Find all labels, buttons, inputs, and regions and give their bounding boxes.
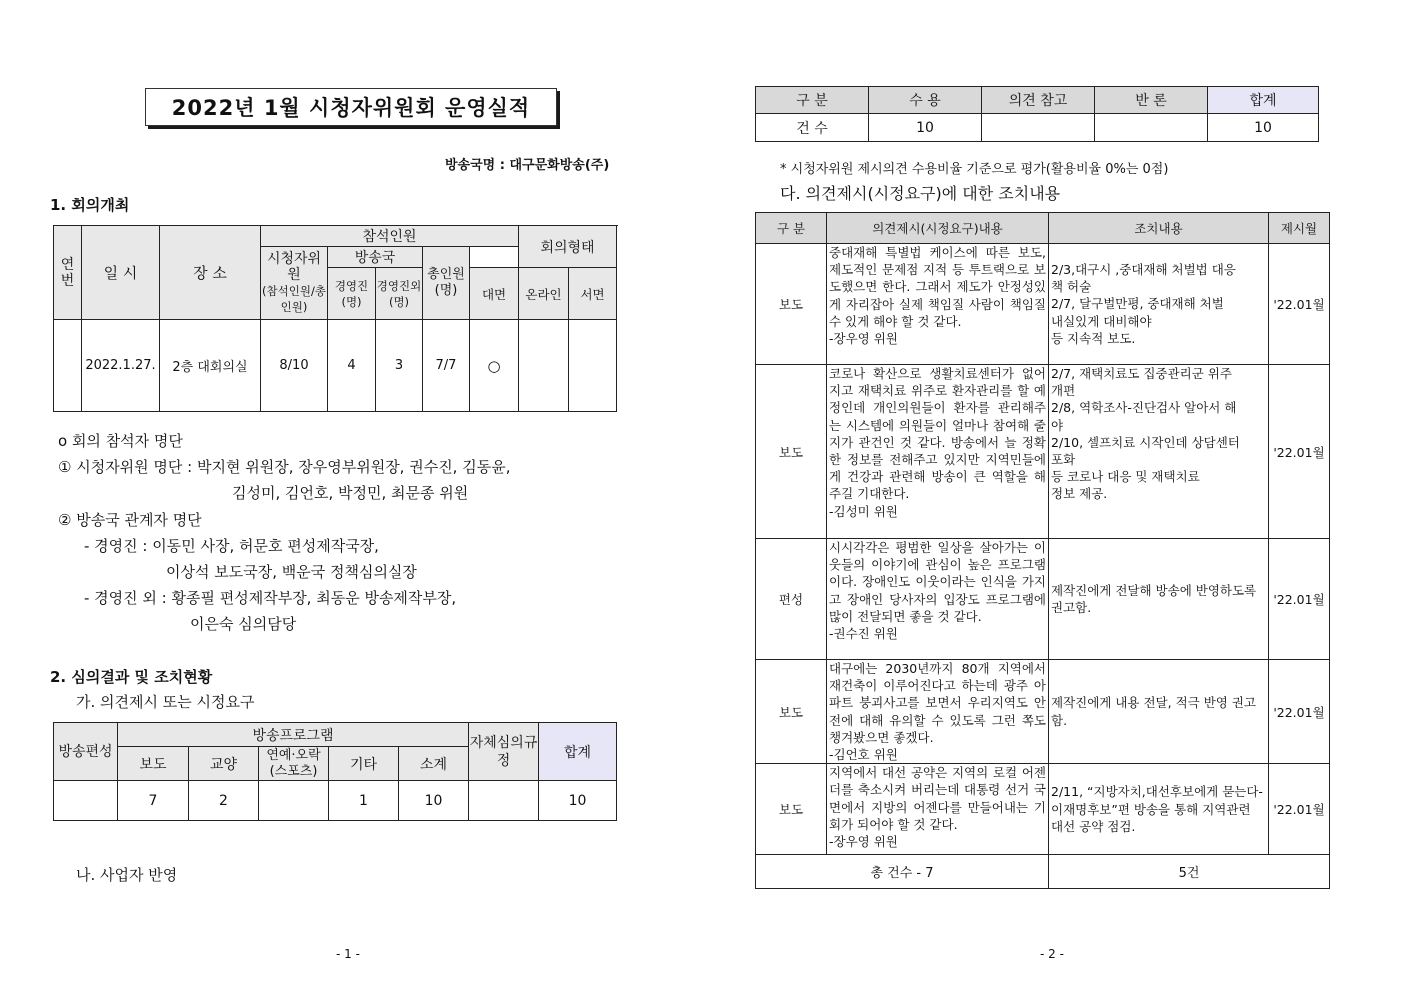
- refute-header: 반 론: [1095, 87, 1208, 114]
- table-row: [756, 660, 1330, 764]
- nonexec-list-line-2: 이은숙 심의담당: [190, 615, 297, 633]
- cell-sum: 10: [539, 781, 617, 821]
- subsection-ga: 가. 의견제시 또는 시정요구: [76, 693, 255, 711]
- page-title: 2022년 1월 시청자위원회 운영실적: [145, 88, 557, 126]
- cell-month: '22.01월: [1269, 365, 1330, 539]
- action-header: 조치내용: [1049, 213, 1269, 244]
- cell-self: [469, 781, 539, 821]
- cell-written: [569, 320, 617, 412]
- subtotal-header: 소계: [399, 747, 469, 781]
- format-header: 회의형태: [519, 226, 617, 268]
- cell-cat: 보도: [756, 365, 827, 539]
- sum-header: 합계: [1208, 87, 1319, 114]
- cell-content: 중대재해 특별법 케이스에 따른 보도, 제도적인 문제점 지적 등 투트랙으로 보도했으면 한다. 그래서 제도가 안정성있게 자리잡아 실제 책임질 사람이 책임질수 있게 해야 할 것 같다. -장우영 위원: [827, 244, 1049, 365]
- viewer-header-sub: (참석인원/총인원): [262, 284, 326, 314]
- cell-content: 시시각각은 평범한 일상을 살아가는 이웃들의 이야기에 관심이 높은 프로그램이다. 장애인도 이웃이라는 인식을 가지고 장애인 당사자의 입장도 프로그램에 많이 전달되면 좋을 것 같다. -권수진 위원: [827, 539, 1049, 660]
- cell-cat: 편성: [756, 539, 827, 660]
- cell-ent: [259, 781, 329, 821]
- table-row: [54, 320, 617, 412]
- self-review-header: 자체심의규정: [469, 723, 539, 781]
- viewer-header-label: 시청자위원: [266, 251, 322, 283]
- cell-cat: 보도: [756, 244, 827, 365]
- col-date-header: 일 시: [82, 226, 160, 320]
- meeting-table: [53, 225, 617, 412]
- cell-cat: 보도: [756, 660, 827, 764]
- total-count: 총 건수 - 7: [756, 855, 1049, 889]
- table-total-row: [756, 855, 1330, 889]
- acceptance-table: [755, 86, 1319, 142]
- cell-refute: [1095, 114, 1208, 142]
- section-2-heading: 2. 심의결과 및 조치현황: [50, 668, 213, 686]
- cat-header: 구 분: [756, 213, 827, 244]
- cell-viewer: 8/10: [261, 320, 328, 412]
- cell-month: '22.01월: [1269, 764, 1330, 855]
- cell-no: [54, 320, 82, 412]
- cell-action: 2/11, “지방자치,대선후보에게 묻는다-이재명후보”편 방송을 통해 지역관련 대선 공약 점검.: [1049, 764, 1269, 855]
- exec-list-line-2: 이상석 보도국장, 백운국 정책심의실장: [166, 563, 417, 581]
- table-row: [756, 244, 1330, 365]
- ent-header: 연예·오락(스포츠): [259, 747, 329, 781]
- nonexec-header: 경영진외(명): [376, 268, 423, 320]
- total-actions: 5건: [1049, 855, 1330, 889]
- page-number-1: - 1 -: [336, 947, 360, 961]
- exec-list-line-1: - 경영진 : 이동민 사장, 허문호 편성제작국장,: [84, 537, 379, 555]
- subsection-na: 나. 사업자 반영: [76, 866, 178, 884]
- cell-date: 2022.1.27.: [82, 320, 160, 412]
- content-header: 의견제시(시정요구)내용: [827, 213, 1049, 244]
- cell-action: 제작진에게 내용 전달, 적극 반영 권고함.: [1049, 660, 1269, 764]
- news-header: 보도: [118, 747, 189, 781]
- cell-reference: [982, 114, 1095, 142]
- subsection-da: 다. 의견제시(시정요구)에 대한 조치내용: [780, 184, 1061, 203]
- cell-nonexec: 3: [376, 320, 423, 412]
- cell-online: [519, 320, 569, 412]
- cell-content: 지역에서 대선 공약은 지역의 로컬 어젠더를 축소시켜 버리는데 대통령 선거 국면에서 지방의 어젠다를 만들어내는 기회가 되어야 할 것 같다. -장우영 위원: [827, 764, 1049, 855]
- reference-header: 의견 참고: [982, 87, 1095, 114]
- etc-header: 기타: [329, 747, 399, 781]
- program-table: [53, 722, 617, 821]
- cell-news: 7: [118, 781, 189, 821]
- cell-edu: 2: [189, 781, 259, 821]
- program-header: 방송프로그램: [118, 723, 469, 747]
- table-row: [756, 114, 1319, 142]
- total-header: 총인원(명): [423, 247, 470, 320]
- evaluation-note: * 시청자위원 제시의견 수용비율 기준으로 평가(활용비율 0%는 0점): [780, 162, 1169, 177]
- table-row: [54, 781, 617, 821]
- exec-header: 경영진(명): [328, 268, 376, 320]
- cell-content: 코로나 확산으로 생활치료센터가 없어지고 재택치료 위주로 환자관리를 할 예정인데 개인의원들이 환자를 관리해주는 시스템에 의원들이 얼마나 참여해 줄 지가 관건인 것 같다. 방송에서 늘 정확한 정보를 전해주고 있지만 지역민들에게 건강과 관련해 방송이 큰 역할을 해주길 기대한다. -김성미 위원: [827, 365, 1049, 539]
- nonexec-list-line-1: - 경영진 외 : 황종필 편성제작부장, 최동운 방송제작부장,: [84, 589, 457, 607]
- cell-sum: 10: [1208, 114, 1319, 142]
- month-header: 제시월: [1269, 213, 1330, 244]
- attendees-heading: o 회의 참석자 명단: [58, 432, 183, 450]
- cell-month: '22.01월: [1269, 539, 1330, 660]
- cell-cat: 보도: [756, 764, 827, 855]
- cell-action: 제작진에게 전달해 방송에 반영하도록 권고함.: [1049, 539, 1269, 660]
- cat-header: 구 분: [756, 87, 869, 114]
- table-row: [756, 365, 1330, 539]
- inperson-header: 대면: [470, 268, 519, 320]
- cell-accept: 10: [869, 114, 982, 142]
- staff-heading: ② 방송국 관계자 명단: [58, 511, 202, 529]
- attendance-header: 참석인원: [261, 226, 519, 247]
- viewer-list-line-1: ① 시청자위원 명단 : 박지현 위원장, 장우영부위원장, 권수진, 김동윤,: [58, 458, 511, 476]
- table-row: [756, 764, 1330, 855]
- cell-month: '22.01월: [1269, 244, 1330, 365]
- accept-header: 수 용: [869, 87, 982, 114]
- row-label: 건 수: [756, 114, 869, 142]
- col-no-header: 연번: [54, 226, 82, 320]
- viewer-header: [261, 247, 328, 320]
- page-number-2: - 2 -: [1040, 947, 1064, 961]
- cell-subtotal: 10: [399, 781, 469, 821]
- cell-inperson: ○: [470, 320, 519, 412]
- cell-place: 2층 대회의실: [160, 320, 261, 412]
- broadcaster-header: 방송국: [328, 247, 423, 268]
- action-table: [755, 212, 1330, 889]
- online-header: 온라인: [519, 268, 569, 320]
- table-row: [756, 539, 1330, 660]
- cell-etc: 1: [329, 781, 399, 821]
- section-1-heading: 1. 회의개최: [50, 196, 130, 214]
- col-place-header: 장 소: [160, 226, 261, 320]
- cell-exec: 4: [328, 320, 376, 412]
- cell-action: 2/7, 재택치료도 집중관리군 위주 개편 2/8, 역학조사-진단검사 알아서 해 야 2/10, 셀프치료 시작인데 상담센터 포화 등 코로나 대응 및 재택치료 정보 제공.: [1049, 365, 1269, 539]
- cell-total: 7/7: [423, 320, 470, 412]
- cell-content: 대구에는 2030년까지 80개 지역에서 재건축이 이루어진다고 하는데 광주 아파트 붕괴사고를 보면서 우리지역도 안전에 대해 유의할 수 있도록 그런 쪽도 챙겨봤으면 좋겠다. -김언호 위원: [827, 660, 1049, 764]
- written-header: 서면: [569, 268, 617, 320]
- cell-action: 2/3,대구시 ,중대재해 처벌법 대응 책 허술 2/7, 달구벌만평, 중대재해 처벌 내실있게 대비해야 등 지속적 보도.: [1049, 244, 1269, 365]
- cell-month: '22.01월: [1269, 660, 1330, 764]
- station-name: 방송국명 : 대구문화방송(주): [445, 158, 610, 173]
- sum-header: 합계: [539, 723, 617, 781]
- edu-header: 교양: [189, 747, 259, 781]
- cell-ops: [54, 781, 118, 821]
- ops-header: 방송편성: [54, 723, 118, 781]
- viewer-list-line-2: 김성미, 김언호, 박정민, 최문종 위원: [232, 484, 469, 502]
